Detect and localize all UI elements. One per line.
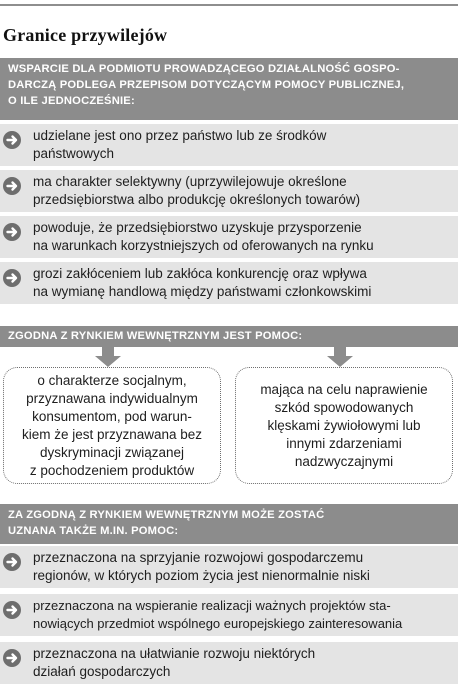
list-item bbox=[0, 124, 458, 166]
list-item bbox=[0, 262, 458, 304]
box-line: z pochodzeniem produktów bbox=[29, 462, 195, 478]
list-item-text bbox=[33, 265, 450, 301]
list-item-line: powoduje, że przedsiębiorstwo uzyskuje przysporzenie bbox=[33, 220, 362, 235]
arrow-right-circle-icon bbox=[3, 649, 21, 667]
box-line: dyskryminacji związanej bbox=[39, 444, 185, 460]
section3-header bbox=[0, 504, 458, 544]
section3-header-line: ZA ZGODNĄ Z RYNKIEM WEWNĘTRZNYM MOŻE ZOSTAĆ bbox=[8, 509, 325, 521]
section2-header bbox=[0, 326, 458, 347]
box-line: konsumentom, pod warun- bbox=[32, 408, 192, 424]
section1-header-line: O ILE JEDNOCZEŚNIE: bbox=[8, 95, 135, 107]
page-title: Granice przywilejów bbox=[3, 25, 168, 45]
left-box bbox=[3, 367, 221, 484]
arrow-right-circle-icon bbox=[3, 131, 21, 149]
section1-header bbox=[0, 58, 458, 120]
arrow-right-circle-icon bbox=[3, 223, 21, 241]
box-line: szkód spowodowanych bbox=[274, 399, 414, 415]
box-line: kiem że jest przyznawana bez bbox=[21, 426, 203, 442]
right-box bbox=[235, 367, 453, 484]
list-item-line: przeznaczona na ułatwianie rozwoju niektórych bbox=[33, 646, 316, 661]
box-line: przyznawana indywidualnym bbox=[26, 390, 198, 406]
top-rule bbox=[0, 4, 458, 6]
list-item bbox=[0, 594, 458, 636]
section1-header-line: WSPARCIE DLA PODMIOTU PROWADZĄCEGO DZIAŁALNOŚĆ GOSPO- bbox=[8, 63, 400, 75]
list-item-text bbox=[33, 127, 450, 163]
section2-header-line: ZGODNA Z RYNKIEM WEWNĘTRZNYM JEST POMOC: bbox=[8, 330, 303, 342]
list-item-line: przeznaczona na wspieranie realizacji ważnych projektów sta- bbox=[33, 598, 391, 613]
arrow-right-circle-icon bbox=[3, 177, 21, 195]
box-line: mająca na celu naprawienie bbox=[260, 381, 428, 397]
list-item bbox=[0, 642, 458, 684]
list-item bbox=[0, 170, 458, 212]
list-item-text bbox=[33, 173, 450, 209]
arrow-down-icon bbox=[326, 347, 354, 368]
list-item-text bbox=[33, 549, 450, 585]
section3-header-line: UZNANA TAKŻE M.IN. POMOC: bbox=[8, 525, 179, 537]
list-item-line: państwowych bbox=[33, 146, 115, 161]
arrow-right-circle-icon bbox=[3, 269, 21, 287]
list-item-line: na warunkach korzystniejszych od oferowanych na rynku bbox=[33, 238, 374, 253]
list-item-line: ma charakter selektywny (uprzywilejowuje określone bbox=[33, 174, 347, 189]
box-line: o charakterze socjalnym, bbox=[37, 372, 187, 388]
section1-header-line: DARCZĄ PODLEGA PRZEPISOM DOTYCZĄCYM POMOCY PUBLICZNEJ, bbox=[8, 79, 405, 91]
list-item-line: na wymianę handlową między państwami członkowskimi bbox=[33, 284, 372, 299]
list-item-line: przeznaczona na sprzyjanie rozwojowi gospodarczemu bbox=[33, 550, 364, 565]
arrow-right-circle-icon bbox=[3, 553, 21, 571]
list-item-line: przedsiębiorstwa albo produkcję określonych towarów) bbox=[33, 192, 361, 207]
box-line: klęskami żywiołowymi lub bbox=[267, 417, 421, 433]
list-item-line: nowiących przedmiot wspólnego europejskiego zainteresowania bbox=[33, 616, 403, 631]
arrow-right-circle-icon bbox=[3, 601, 21, 619]
box-line: nadzwyczajnymi bbox=[294, 453, 394, 469]
list-item bbox=[0, 546, 458, 588]
list-item-line: działań gospodarczych bbox=[33, 664, 171, 679]
list-item-line: udzielane jest ono przez państwo lub ze środków bbox=[33, 128, 327, 143]
list-item bbox=[0, 216, 458, 258]
box-line: innymi zdarzeniami bbox=[286, 435, 402, 451]
list-item-line: grozi zakłóceniem lub zakłóca konkurencję oraz wpływa bbox=[33, 266, 367, 281]
arrow-down-icon bbox=[94, 347, 122, 368]
list-item-line: regionów, w których poziom życia jest nienormalnie niski bbox=[33, 568, 370, 583]
list-item-text bbox=[33, 219, 450, 255]
list-item-text bbox=[33, 597, 450, 633]
list-item-text bbox=[33, 645, 450, 681]
